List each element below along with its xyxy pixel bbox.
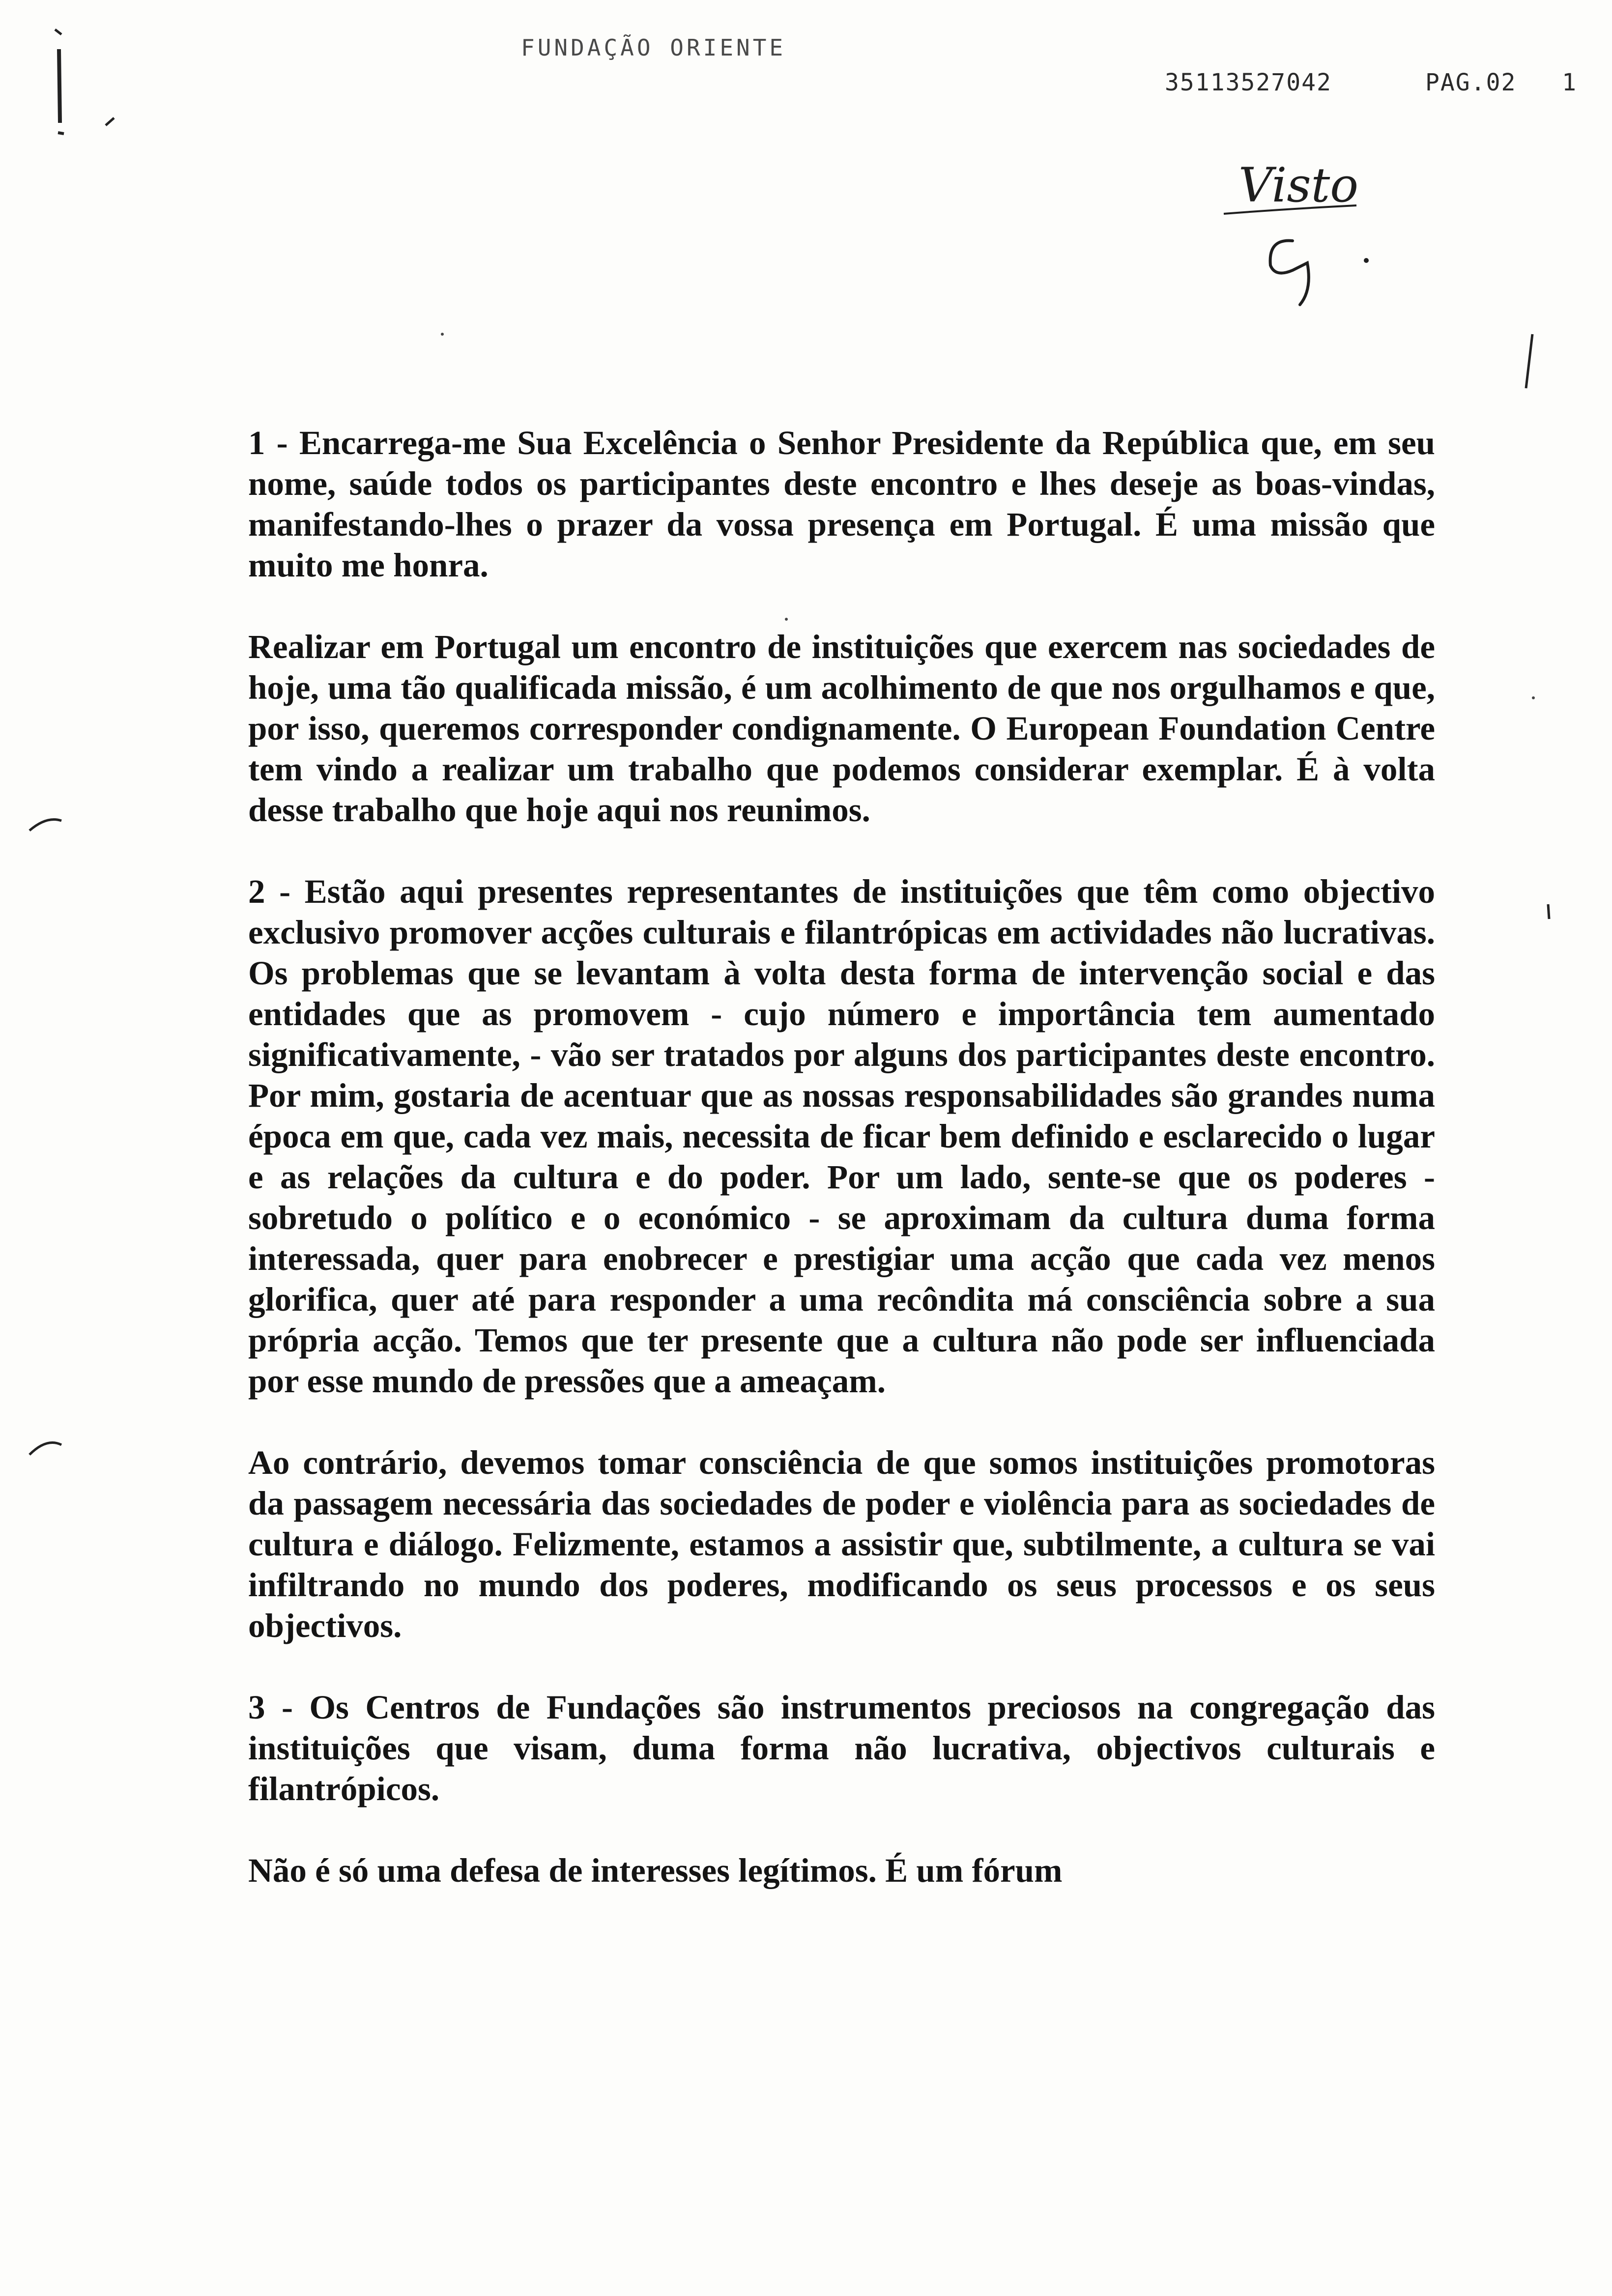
letter-body (248, 423, 1435, 1891)
fax-sender-header: FUNDAÇÃO ORIENTE (521, 34, 786, 61)
paragraph-4: Ao contrário, devemos tomar consciência de que somos instituições promotoras da passagem necessária das sociedades de poder e violência para as sociedades de cultura e diálogo. Felizmente, estamos a assistir que, subtilmente, a cultura se vai infiltrando no mundo dos poderes, modificando os seus processos e os seus objectivos. (248, 1444, 1435, 1644)
handwritten-note: Visto (1238, 158, 1358, 213)
handwritten-visto-signature (1219, 147, 1386, 310)
fax-phone-number: 35113527042 (1165, 69, 1332, 96)
paragraph-6: Não é só uma defesa de interesses legítimos. É um fórum (248, 1852, 1063, 1889)
fax-page-number (1425, 69, 1577, 96)
page-mark: 1 (1562, 69, 1577, 96)
paragraph-1: 1 - Encarrega-me Sua Excelência o Senhor Presidente da República que, em seu nome, saúde todos os participantes deste encontro e lhes deseje as boas-vindas, manifestando-lhes o prazer da vossa presença em Portugal. É uma missão que muito me honra. (248, 424, 1435, 584)
paragraph-5: 3 - Os Centros de Fundações são instrumentos preciosos na congregação das instituições que visam, duma forma não lucrativa, objectivos culturais e filantrópicos. (248, 1689, 1435, 1808)
paragraph-3: 2 - Estão aqui presentes representantes de instituições que têm como objectivo exclusivo promover acções culturais e filantrópicas em actividades não lucrativas. Os problemas que se levantam à volta desta forma de intervenção social e das entidades que as promovem - cujo número e importância tem aumentado significativamente, - vão ser tratados por alguns dos participantes deste encontro. Por mim, gostaria de acentuar que as nossas responsabilidades são grandes numa época em que, cada vez mais, necessita de ficar bem definido e esclarecido o lugar e as relações da cultura e do poder. Por um lado, sente-se que os poderes - sobretudo o político e o económico - se aproximam da cultura duma forma interessada, quer para enobrecer e prestigiar uma acção que cada vez menos glorifica, quer até para responder a uma recôndita má consciência sobre a sua própria acção. Temos que ter presente que a cultura não pode ser influenciada por esse mundo de pressões que a ameaçam. (248, 873, 1435, 1400)
paragraph-2: Realizar em Portugal um encontro de instituições que exercem nas sociedades de hoje, uma tão qualificada missão, é um acolhimento de que nos orgulhamos e que, por isso, queremos corresponder condignamente. O European Foundation Centre tem vindo a realizar um trabalho que podemos considerar exemplar. É à volta desse trabalho que hoje aqui nos reunimos. (248, 628, 1435, 829)
page-label: PAG.02 (1425, 69, 1517, 96)
